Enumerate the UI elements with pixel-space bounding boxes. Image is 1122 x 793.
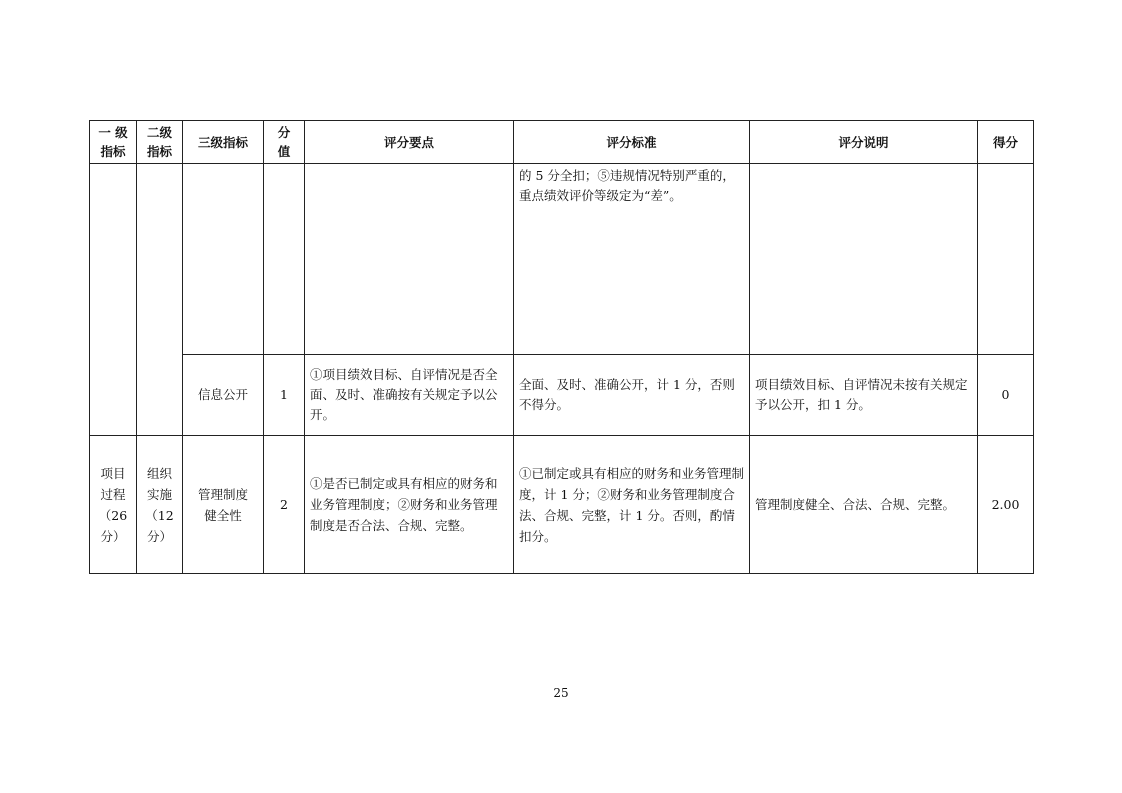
page-number: 25: [553, 686, 569, 700]
header-level3: 三级指标: [183, 121, 264, 164]
cell-level2-empty: [137, 164, 183, 436]
cell-score: 2: [264, 436, 305, 574]
header-level2: 二级 指标: [137, 121, 183, 164]
cell-explanation-empty: [750, 164, 978, 355]
cell-criteria: ①已制定或具有相应的财务和业务管理制度，计 1 分；②财务和业务管理制度合法、合规、完整，计 1 分。否则，酌情扣分。: [514, 436, 750, 574]
header-result: 得分: [978, 121, 1034, 164]
cell-explanation: 项目绩效目标、自评情况未按有关规定予以公开，扣 1 分。: [750, 355, 978, 436]
table-row: [90, 355, 1034, 436]
header-key-points: 评分要点: [305, 121, 514, 164]
cell-level3: 信息公开: [183, 355, 264, 436]
cell-level3: 管理制度健全性: [183, 436, 264, 574]
header-score: 分 值: [264, 121, 305, 164]
header-level1: 一 级 指标: [90, 121, 137, 164]
cell-score-empty: [264, 164, 305, 355]
evaluation-table: [89, 120, 1034, 574]
table-row: [90, 436, 1034, 574]
cell-result: 2.00: [978, 436, 1034, 574]
cell-level1: 项目过程（26分）: [90, 436, 137, 574]
cell-key-points: ①项目绩效目标、自评情况是否全面、及时、准确按有关规定予以公开。: [305, 355, 514, 436]
cell-criteria-continued: 的 5 分全扣；⑤违规情况特别严重的，重点绩效评价等级定为“差”。: [514, 164, 750, 355]
cell-result: 0: [978, 355, 1034, 436]
header-explanation: 评分说明: [750, 121, 978, 164]
cell-level2: 组织实施（12分）: [137, 436, 183, 574]
table-row: [90, 164, 1034, 355]
cell-score: 1: [264, 355, 305, 436]
cell-level3-empty: [183, 164, 264, 355]
cell-explanation: 管理制度健全、合法、合规、完整。: [750, 436, 978, 574]
cell-key-points-empty: [305, 164, 514, 355]
cell-criteria: 全面、及时、准确公开，计 1 分，否则不得分。: [514, 355, 750, 436]
cell-key-points: ①是否已制定或具有相应的财务和业务管理制度；②财务和业务管理制度是否合法、合规、完整。: [305, 436, 514, 574]
cell-result-empty: [978, 164, 1034, 355]
table-header-row: [90, 121, 1034, 164]
header-criteria: 评分标准: [514, 121, 750, 164]
cell-level1-empty: [90, 164, 137, 436]
